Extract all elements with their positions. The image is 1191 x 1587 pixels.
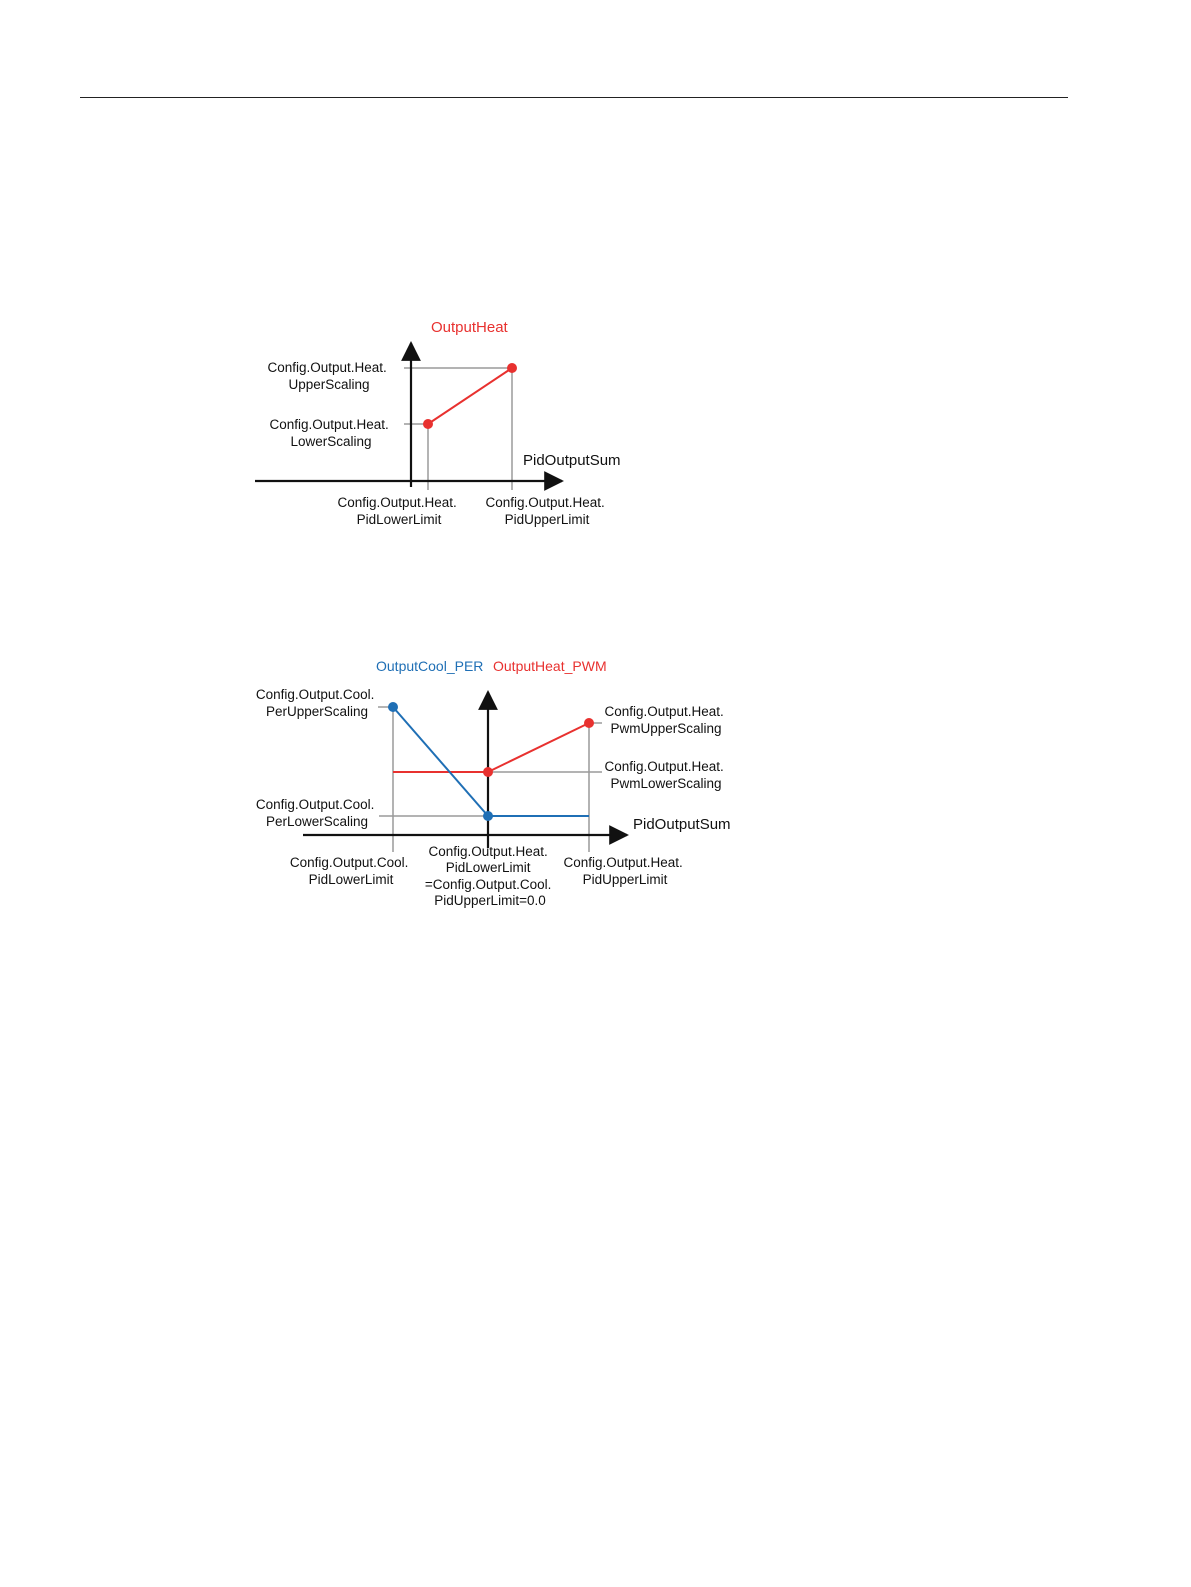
y-axis-title: OutputHeat xyxy=(431,319,508,336)
diagram-heat-cool xyxy=(256,658,731,908)
heat-pid-upper-limit-label: Config.Output.Heat. PidUpperLimit xyxy=(563,855,683,887)
pid-lower-limit-label: Config.Output.Heat. PidLowerLimit xyxy=(337,495,457,527)
cool-lower-scaling-label: Config.Output.Cool. PerLowerScaling xyxy=(255,797,375,829)
cool-upper-point xyxy=(388,702,398,712)
diagram-heat xyxy=(255,319,621,527)
heat-lower-point xyxy=(423,419,433,429)
heat-pwm-rising-line xyxy=(488,723,589,772)
heat-scaling-line xyxy=(428,368,512,424)
x-axis-title-2: PidOutputSum xyxy=(633,816,731,833)
x-axis-title: PidOutputSum xyxy=(523,452,621,469)
cool-lower-point xyxy=(483,811,493,821)
heat-upper-point-2 xyxy=(584,718,594,728)
cool-pid-lower-limit-label: Config.Output.Cool. PidLowerLimit xyxy=(289,855,409,887)
y-axis-title-cool: OutputCool_PER xyxy=(376,658,484,674)
heat-lower-scaling-label: Config.Output.Heat. PwmLowerScaling xyxy=(604,759,724,791)
pid-upper-limit-label: Config.Output.Heat. PidUpperLimit xyxy=(485,495,605,527)
heat-upper-scaling-label: Config.Output.Heat. PwmUpperScaling xyxy=(604,704,724,736)
center-limit-label: Config.Output.Heat. PidLowerLimit =Config.Output.Cool. PidUpperLimit=0.0 xyxy=(424,844,552,908)
heat-upper-point xyxy=(507,363,517,373)
heat-lower-point-2 xyxy=(483,767,493,777)
y-axis-title-heat: OutputHeat_PWM xyxy=(493,658,607,674)
upper-scaling-label: Config.Output.Heat. UpperScaling xyxy=(267,360,387,392)
cool-per-falling-line xyxy=(393,707,488,816)
lower-scaling-label: Config.Output.Heat. LowerScaling xyxy=(269,417,389,449)
cool-upper-scaling-label: Config.Output.Cool. PerUpperScaling xyxy=(255,687,375,719)
